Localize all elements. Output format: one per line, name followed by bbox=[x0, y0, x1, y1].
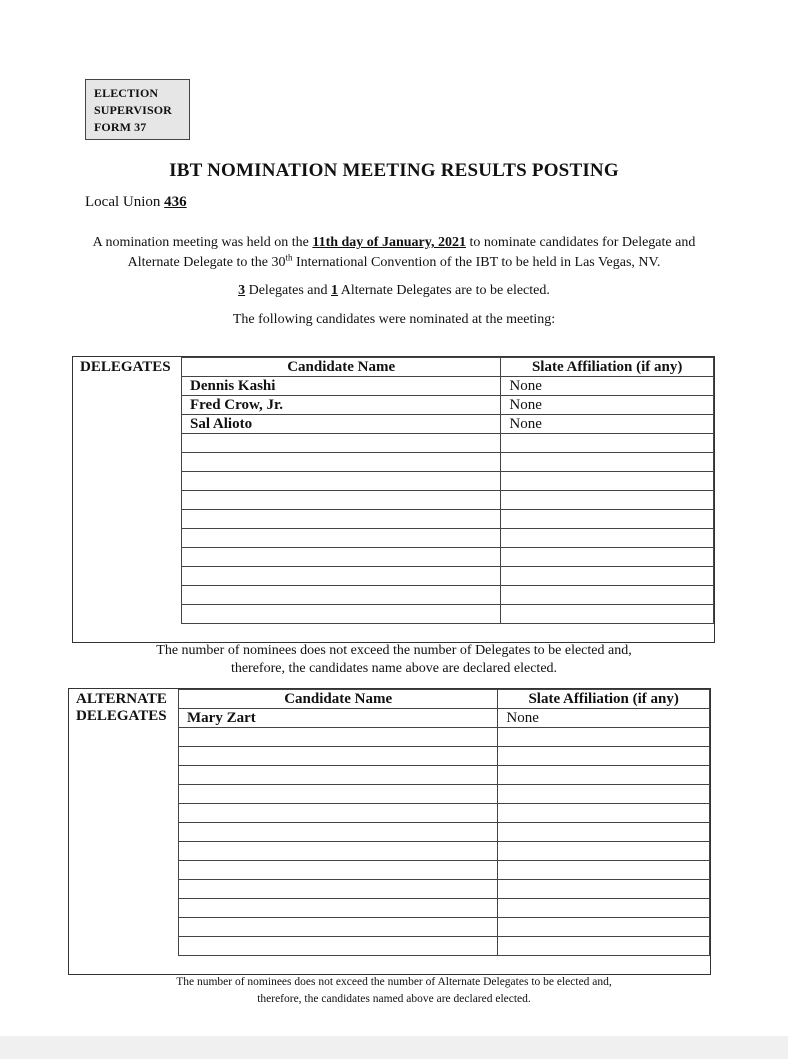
delegates-label: DELEGATES bbox=[80, 359, 171, 375]
delegates-candidate-name: Sal Alioto bbox=[182, 415, 501, 434]
delegates-slate-affiliation bbox=[501, 586, 714, 605]
delegates-slate-affiliation: None bbox=[501, 377, 714, 396]
alternates-candidate-name bbox=[179, 937, 498, 956]
delegates-count: 3 bbox=[238, 283, 246, 298]
delegates-candidate-name bbox=[182, 510, 501, 529]
delegates-slate-affiliation bbox=[501, 491, 714, 510]
delegates-row bbox=[182, 567, 714, 586]
alternates-slate-affiliation bbox=[498, 823, 710, 842]
form-box-line1: ELECTION bbox=[94, 86, 159, 100]
alternates-row bbox=[179, 842, 710, 861]
alternates-row bbox=[179, 918, 710, 937]
delegates-note bbox=[0, 642, 788, 678]
delegates-slate-affiliation: None bbox=[501, 396, 714, 415]
alternates-row bbox=[179, 728, 710, 747]
delegates-candidate-name bbox=[182, 472, 501, 491]
alternates-note-line1: The number of nominees does not exceed the number of Alternate Delegates to be elected and, bbox=[176, 976, 612, 988]
intro-line2-sup: th bbox=[285, 252, 293, 263]
alternates-row bbox=[179, 880, 710, 899]
form-box-line2: SUPERVISOR bbox=[94, 103, 172, 117]
alternates-row bbox=[179, 823, 710, 842]
alternates-slate-affiliation bbox=[498, 899, 710, 918]
delegates-slate-affiliation bbox=[501, 434, 714, 453]
alternates-slate-affiliation bbox=[498, 804, 710, 823]
alternates-candidate-name bbox=[179, 842, 498, 861]
delegates-slate-affiliation bbox=[501, 453, 714, 472]
alternates-candidate-name bbox=[179, 785, 498, 804]
delegates-candidate-name bbox=[182, 548, 501, 567]
form-box-line3: FORM 37 bbox=[94, 120, 147, 134]
delegates-table bbox=[181, 357, 714, 624]
delegates-row bbox=[182, 510, 714, 529]
delegates-candidate-name bbox=[182, 491, 501, 510]
alternates-row bbox=[179, 747, 710, 766]
delegates-row bbox=[182, 434, 714, 453]
delegates-row bbox=[182, 377, 714, 396]
alternates-table bbox=[178, 689, 710, 956]
alternates-candidate-name: Mary Zart bbox=[179, 709, 498, 728]
alternates-candidate-name bbox=[179, 766, 498, 785]
alternates-count: 1 bbox=[331, 283, 339, 298]
counts-line bbox=[60, 281, 728, 301]
alternates-candidate-name bbox=[179, 747, 498, 766]
delegates-note-line1: The number of nominees does not exceed the number of Delegates to be elected and, bbox=[156, 643, 632, 658]
alternates-candidate-name bbox=[179, 823, 498, 842]
alternates-candidate-name bbox=[179, 899, 498, 918]
alternates-label-line1: ALTERNATE bbox=[76, 691, 167, 707]
delegates-slate-affiliation bbox=[501, 567, 714, 586]
intro-part1: A nomination meeting was held on the bbox=[92, 235, 313, 250]
alternates-slate-affiliation bbox=[498, 937, 710, 956]
delegates-slate-affiliation bbox=[501, 529, 714, 548]
local-union-number: 436 bbox=[164, 194, 187, 210]
alternates-slate-affiliation bbox=[498, 842, 710, 861]
alternates-row bbox=[179, 861, 710, 880]
delegates-row bbox=[182, 415, 714, 434]
delegates-row bbox=[182, 491, 714, 510]
delegates-slate-affiliation bbox=[501, 472, 714, 491]
alternates-note-line2: therefore, the candidates named above are declared elected. bbox=[257, 993, 531, 1005]
delegates-candidate-name bbox=[182, 586, 501, 605]
alternates-count-text: Alternate Delegates are to be elected. bbox=[338, 283, 550, 298]
alternates-slate-affiliation bbox=[498, 747, 710, 766]
intro-part2: to nominate candidates for Delegate and bbox=[465, 235, 696, 250]
delegates-candidate-name bbox=[182, 453, 501, 472]
alternates-row bbox=[179, 899, 710, 918]
alternates-header-row bbox=[179, 690, 710, 709]
alternates-row bbox=[179, 804, 710, 823]
delegates-candidate-name bbox=[182, 567, 501, 586]
delegates-row bbox=[182, 548, 714, 567]
delegates-candidate-name: Fred Crow, Jr. bbox=[182, 396, 501, 415]
alternates-slate-affiliation bbox=[498, 880, 710, 899]
delegates-candidate-name bbox=[182, 434, 501, 453]
delegates-slate-affiliation bbox=[501, 605, 714, 624]
local-union-label: Local Union bbox=[85, 194, 161, 210]
alternates-slate-affiliation bbox=[498, 918, 710, 937]
local-union bbox=[85, 194, 187, 211]
alternates-candidate-name bbox=[179, 861, 498, 880]
delegates-row bbox=[182, 529, 714, 548]
alternates-slate-affiliation bbox=[498, 728, 710, 747]
intro-line2-b: International Convention of the IBT to be held in Las Vegas, NV. bbox=[292, 255, 661, 270]
delegates-candidate-name bbox=[182, 529, 501, 548]
meeting-date: 11th day of January, 2021 bbox=[312, 235, 466, 250]
delegates-slate-affiliation bbox=[501, 510, 714, 529]
alternates-row bbox=[179, 766, 710, 785]
delegates-slate-affiliation: None bbox=[501, 415, 714, 434]
alternates-row bbox=[179, 937, 710, 956]
intro-line2-a: Alternate Delegate to the 30 bbox=[127, 255, 286, 270]
page-bottom-strip bbox=[0, 1036, 788, 1059]
delegates-count-text: Delegates and bbox=[245, 283, 332, 298]
delegates-row bbox=[182, 605, 714, 624]
delegates-col-slate: Slate Affiliation (if any) bbox=[501, 358, 714, 377]
delegates-row bbox=[182, 396, 714, 415]
delegates-row bbox=[182, 453, 714, 472]
alternates-col-slate: Slate Affiliation (if any) bbox=[498, 690, 710, 709]
alternates-candidate-name bbox=[179, 804, 498, 823]
delegates-candidate-name bbox=[182, 605, 501, 624]
page-title: IBT NOMINATION MEETING RESULTS POSTING bbox=[169, 160, 619, 181]
alternates-slate-affiliation bbox=[498, 861, 710, 880]
delegates-candidate-name: Dennis Kashi bbox=[182, 377, 501, 396]
form-id-box bbox=[85, 79, 190, 140]
alternates-slate-affiliation bbox=[498, 785, 710, 804]
delegates-row bbox=[182, 472, 714, 491]
following-line: The following candidates were nominated at the meeting: bbox=[232, 312, 556, 327]
alternates-row bbox=[179, 709, 710, 728]
delegates-header-row bbox=[182, 358, 714, 377]
delegates-slate-affiliation bbox=[501, 548, 714, 567]
delegates-col-name: Candidate Name bbox=[182, 358, 501, 377]
alternates-label-line2: DELEGATES bbox=[76, 708, 167, 724]
alternates-slate-affiliation bbox=[498, 766, 710, 785]
alternates-row bbox=[179, 785, 710, 804]
delegates-note-line2: therefore, the candidates name above are declared elected. bbox=[230, 661, 558, 676]
alternates-note bbox=[0, 974, 788, 1008]
alternates-candidate-name bbox=[179, 880, 498, 899]
alternates-candidate-name bbox=[179, 728, 498, 747]
alternates-label bbox=[76, 691, 167, 725]
intro-paragraph bbox=[60, 233, 728, 273]
alternates-candidate-name bbox=[179, 918, 498, 937]
alternates-col-name: Candidate Name bbox=[179, 690, 498, 709]
alternates-slate-affiliation: None bbox=[498, 709, 710, 728]
delegates-row bbox=[182, 586, 714, 605]
